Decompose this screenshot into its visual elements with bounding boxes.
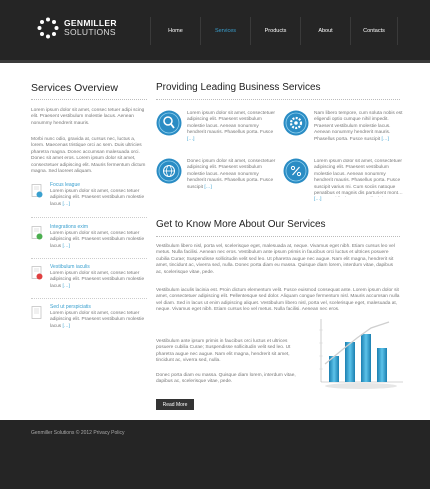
read-more-button[interactable]: Read More [156, 399, 194, 410]
sidebar-intro-2: Morbi nunc odio, gravida at, cursus nec, luctus a, lorem. Maecenas tristique orci ac sem. Duis ultricies pharetra magna. Donec accumsan malesuada orci. Donec sit amet eros. Lorem ipsum dolor sit amet, consectetuer adipiscing elit. Mauris fermentum dictum magna. Sed laoreet aliquam. [31, 137, 146, 175]
nav-home[interactable]: Home [150, 17, 200, 45]
nav-about[interactable]: About [300, 17, 350, 45]
more-link[interactable]: […] [62, 283, 71, 289]
brand-name: GENMILLER [64, 18, 117, 28]
paragraph: Vestibulum libero nisl, porta vel, scelerisque eget, malesuada at, neque. Vivamus eget nibh. Etiam cursus leo vel metus. Nulla facilisi. Aenean nec eros. Vestibulum ante ipsum primis in faucibus orci luctus et ultrices posuere cubilia Curae; Suspendisse sollicitudin velit sed leo. Ut pharetra augue nec augue. Nam elit magna, hendrerit sit amet, tincidunt ac, viverra sed, nulla. Donec porta diam eu massa. Quisque diam lorem, interdum vitae, dapibus ac, scelerisque vitae, pede. [156, 244, 395, 275]
more-link[interactable]: […] [187, 136, 195, 142]
nav-contacts[interactable]: Contacts [350, 17, 398, 45]
section-title-2: Get to Know More About Our Services [156, 219, 326, 230]
feature-text: Donec ipsum dolor sit amet, consectetuer adipiscing elit. Praesent vestibulum molestie lacus. Aenean nonummy hendrerit mauris. Phasellus porta. Fusce suscipit [187, 159, 276, 190]
footer-copyright: Genmiller Solutions © 2012 [31, 430, 92, 436]
magnifier-icon [156, 110, 182, 136]
more-link[interactable]: […] [204, 184, 212, 190]
feature-item [156, 158, 276, 200]
sidebar-item-text: Lorem ipsum dolor sit amet, consec tetuer adipiscing elit. Praesent vestibulum molestie lacus [50, 311, 145, 329]
divider [31, 298, 147, 299]
document-green-icon [31, 226, 43, 240]
paragraph: Donec porta diam eu massa. Quisque diam lorem, interdum vitae, dapibus ac, scelerisque vitae, pede. [156, 373, 296, 385]
nav-products[interactable]: Products [250, 17, 300, 45]
feature-text: Lorem ipsum dolor sit amet, consectetuer adipiscing elit. Praesent vestibulum molestie lacus. Aenean nonummy hendrerit mauris. Phasellus porta. Fusce suscipit varius mi. Cum sociis natoque penatibus et magnis dis parturient montes [314, 159, 404, 197]
main-nav [150, 17, 398, 45]
sidebar-item-title[interactable]: Integrations exim [50, 224, 89, 230]
more-link[interactable]: […] [62, 243, 71, 249]
more-link[interactable]: […] [62, 323, 71, 329]
feature-item [283, 158, 404, 203]
section-title: Providing Leading Business Services [156, 82, 321, 93]
divider [156, 236, 400, 237]
feature-text: Lorem ipsum dolor sit amet, consectetuer adipiscing elit. Praesent vestibulum molestie lacus. Aenean nonummy hendrerit mauris. Phasellus porta. Fusce [187, 111, 275, 136]
logo-ring-icon [37, 17, 59, 39]
gear-icon [283, 110, 309, 136]
sidebar-item-text: Lorem ipsum dolor sit amet, consec tetuer adipiscing elit. Praesent vestibulum molestie lacus [50, 271, 145, 289]
sidebar-intro: Lorem ipsum dolor sit amet, consec tetuer adipi scing elit. Praesent vestibulum molestie lacus. Aenean nonummy hendrerit mauris. [31, 108, 145, 126]
bar-chart-illustration [313, 314, 405, 392]
sidebar-item-text: Lorem ipsum dolor sit amet, consec tetuer adipiscing elit. Praesent vestibulum molestie lacus [50, 231, 145, 249]
privacy-policy-link[interactable]: Privacy Policy [93, 430, 125, 436]
more-link[interactable]: […] [62, 201, 71, 207]
sidebar-item-title[interactable]: Focus league [50, 182, 81, 188]
more-link[interactable]: […] [381, 136, 389, 142]
logo[interactable] [37, 17, 117, 39]
feature-item [156, 110, 276, 152]
feature-text: Nam libero tempore, cum soluta nobis est eligendi optio cumque nihil impedit. Praesent vestibulum molestie lacus. Aenean nonummy hendrerit mauris. Phasellus porta. Fusce suscipit [314, 111, 403, 142]
nav-services[interactable]: Services [200, 17, 250, 45]
paragraph: Vestibulum ante ipsum primis in faucibus orci luctus et ultrices posuere cubilia Curae; Suspendisse sollicitudin velit sed leo. Ut pharetra augue nec augue. Nam elit magna, hendrerit sit amet, tincidunt ac, viverra sed, nulla. [156, 339, 291, 364]
brand-tagline: SOLUTIONS [64, 27, 116, 37]
divider [156, 99, 400, 100]
divider [31, 99, 147, 100]
percent-tag-icon [283, 158, 309, 184]
header-rule [0, 60, 430, 63]
document-red-icon [31, 266, 43, 280]
divider [31, 217, 147, 218]
header [0, 0, 430, 60]
divider [31, 258, 147, 259]
more-link[interactable]: […] [314, 197, 322, 203]
document-blue-icon [31, 184, 43, 198]
sidebar-title: Services Overview [31, 82, 118, 94]
paragraph: Vestibulum iaculis lacinia est. Proin dictum elementum velit. Fusce euismod consequat ante. Lorem ipsum dolor sit amet, consectetuer adipiscing elit. Pellentesque sed dolor. Aliquam congue fermentum nisl. Mauris accumsan nulla vel diam. Sed in lacus ut enim adipiscing aliquet. Vestibulum libero nisl, porta vel, scelerisque eget, malesuada at, neque. Vivamus eget nibh. Etiam cursus leo vel metus. Nulla facilisi. Aenean nec eros. [156, 288, 400, 313]
sidebar-item-title[interactable]: Vestibulum iaculis [50, 264, 90, 270]
sidebar-item-title[interactable]: Sed ut perspiciatis [50, 304, 91, 310]
footer [0, 420, 430, 489]
globe-icon [156, 158, 182, 184]
sidebar-item-text: Lorem ipsum dolor sit amet, consec tetuer adipiscing elit. Praesent vestibulum molestie lacus [50, 189, 145, 207]
feature-item [283, 110, 403, 152]
document-gray-icon [31, 306, 43, 320]
